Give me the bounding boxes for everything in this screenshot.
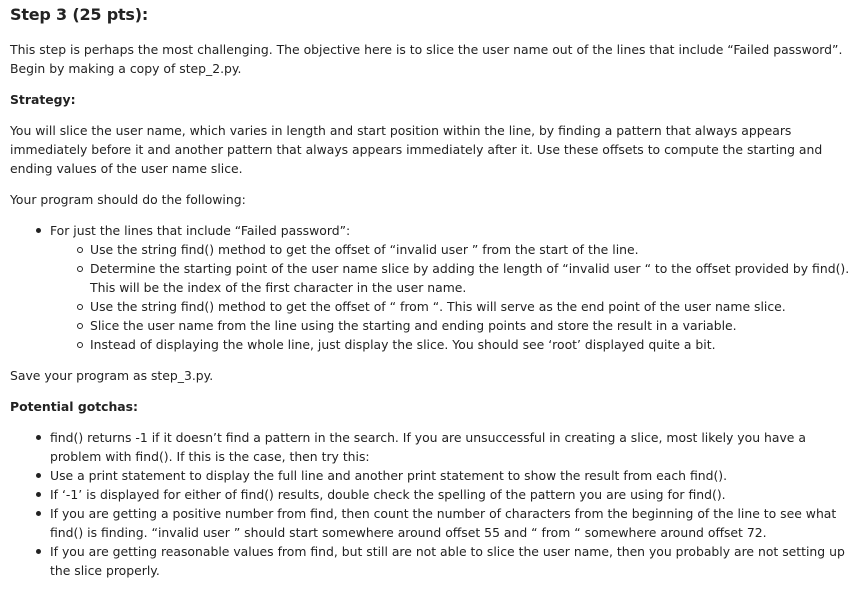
- main-bullet-text: For just the lines that include “Failed password”:: [50, 223, 351, 238]
- list-item: Use the string find() method to get the offset of “invalid user ” from the start of the line.: [90, 240, 854, 259]
- list-item: If ‘-1’ is displayed for either of find() results, double check the spelling of the pattern you are using for find().: [50, 485, 854, 504]
- list-item: Use the string find() method to get the offset of “ from “. This will serve as the end point of the user name slice.: [90, 297, 854, 316]
- gotchas-list: [10, 428, 854, 580]
- intro-paragraph: This step is perhaps the most challenging. The objective here is to slice the user name out of the lines that include “Failed password”. Begin by making a copy of step_2.py.: [10, 42, 843, 76]
- list-item: Instead of displaying the whole line, just display the slice. You should see ‘root’ displayed quite a bit.: [90, 335, 854, 354]
- list-item: find() returns -1 if it doesn’t find a pattern in the search. If you are unsuccessful in creating a slice, most likely you have a problem with find(). If this is the case, then try this:: [50, 428, 854, 466]
- program-intro-paragraph: Your program should do the following:: [10, 192, 246, 207]
- list-item: Slice the user name from the line using the starting and ending points and store the result in a variable.: [90, 316, 854, 335]
- requirements-list: [10, 221, 854, 354]
- list-item: Use a print statement to display the full line and another print statement to show the result from each find().: [50, 466, 854, 485]
- gotchas-heading: Potential gotchas:: [10, 399, 138, 414]
- list-item: [50, 221, 854, 354]
- list-item: If you are getting a positive number from find, then count the number of characters from the beginning of the line to see what find() is finding. “invalid user ” should start somewhere around offset 55 and “ from “ somewhere around offset 72.: [50, 504, 854, 542]
- step-title: Step 3 (25 pts):: [10, 5, 149, 24]
- strategy-heading: Strategy:: [10, 92, 76, 107]
- list-item: Determine the starting point of the user name slice by adding the length of “invalid user “ to the offset provided by find(). This will be the index of the first character in the user name.: [90, 259, 854, 297]
- sub-requirements-list: [50, 240, 854, 354]
- save-paragraph: Save your program as step_3.py.: [10, 368, 214, 383]
- list-item: If you are getting reasonable values from find, but still are not able to slice the user name, then you probably are not setting up the slice properly.: [50, 542, 854, 580]
- strategy-paragraph: You will slice the user name, which varies in length and start position within the line, by finding a pattern that always appears immediately before it and another pattern that always appears immediately after it. Use these offsets to compute the starting and ending values of the user name slice.: [10, 123, 823, 176]
